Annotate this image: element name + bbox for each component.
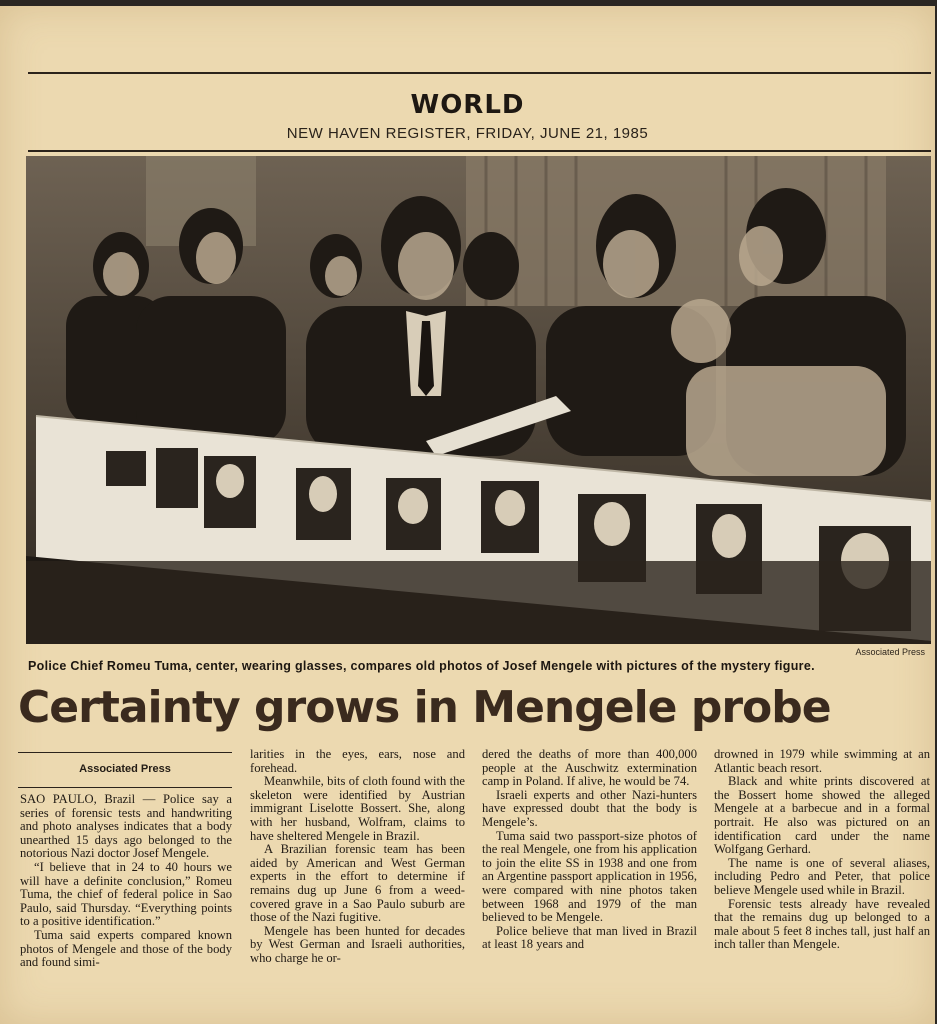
paragraph: Tuma said two passport-size photos of the real Mengele, one from his application to join the elite SS in 1938 and one from an Argentine passport application in 1956, were compared with nine photos taken between 1968 and 1979 of the man believed to be Mengele. bbox=[482, 828, 697, 925]
paragraph: dered the deaths of more than 400,000 people at the Auschwitz extermination camp in Poland. If alive, he would be 74. bbox=[482, 747, 697, 789]
byline-box bbox=[18, 752, 232, 788]
article-column-4 bbox=[714, 748, 930, 952]
paragraph: Meanwhile, bits of cloth found with the skeleton were identified by Austrian immigrant Liselotte Bossert. She, along with her husband, Wolfram, claims to have sheltered Mengele in Brazil. bbox=[250, 774, 465, 843]
paragraph: SAO PAULO, Brazil — Police say a series of forensic tests and handwriting and photo analyses indicates that a body unearthed 15 days ago belonged to the notorious Nazi doctor Josef Mengele. bbox=[20, 792, 232, 861]
paragraph: A Brazilian forensic team has been aided by American and West German experts in the effort to determine if remains dug up June 6 from a weed-covered grave in a Sao Paulo suburb are those of the Nazi fugitive. bbox=[250, 842, 465, 925]
dateline: NEW HAVEN REGISTER, FRIDAY, JUNE 21, 1985 bbox=[286, 125, 649, 142]
photo-credit: Associated Press bbox=[855, 647, 925, 657]
paragraph: Police believe that man lived in Brazil at least 18 years and bbox=[482, 923, 697, 952]
top-rule bbox=[28, 72, 931, 74]
newspaper-clipping bbox=[0, 6, 935, 1024]
section-title: WORLD bbox=[410, 90, 525, 120]
article-column-3 bbox=[482, 748, 697, 952]
article-column-2 bbox=[250, 748, 465, 966]
byline: Associated Press bbox=[79, 763, 171, 775]
paragraph: The name is one of several aliases, including Pedro and Peter, that police believe Mengele used while in Brazil. bbox=[714, 855, 930, 897]
news-photo-illustration bbox=[26, 156, 931, 644]
news-photo bbox=[26, 156, 931, 644]
photo-caption: Police Chief Romeu Tuma, center, wearing glasses, compares old photos of Josef Mengele with pictures of the mystery figure. bbox=[28, 659, 815, 673]
paragraph: drowned in 1979 while swimming at an Atlantic beach resort. bbox=[714, 747, 930, 775]
paragraph: Israeli experts and other Nazi-hunters have expressed doubt that the body is Mengele’s. bbox=[482, 787, 697, 829]
paragraph: Black and white prints discovered at the Bossert home showed the alleged Mengele at a barbecue and in a formal portrait. He also was pictured on an identification card under the name Wolfgang Gerhard. bbox=[714, 774, 930, 857]
paragraph: “I believe that in 24 to 40 hours we will have a definite conclusion,” Romeu Tuma, the chief of federal police in Sao Paulo, said Thursday. “Everything points to a positive identification.” bbox=[20, 859, 232, 929]
article-column-1 bbox=[20, 793, 232, 970]
paragraph: larities in the eyes, ears, nose and forehead. bbox=[250, 747, 465, 775]
dateline-rule bbox=[28, 150, 931, 152]
paragraph: Forensic tests already have revealed that the remains dug up belonged to a male about 5 feet 8 inches tall, just half an inch taller than Mengele. bbox=[714, 896, 930, 952]
paragraph: Mengele has been hunted for decades by West German and Israeli authorities, who charge he or- bbox=[250, 923, 465, 965]
headline: Certainty grows in Mengele probe bbox=[18, 682, 831, 733]
paragraph: Tuma said experts compared known photos of Mengele and those of the body and found simi- bbox=[20, 927, 232, 970]
